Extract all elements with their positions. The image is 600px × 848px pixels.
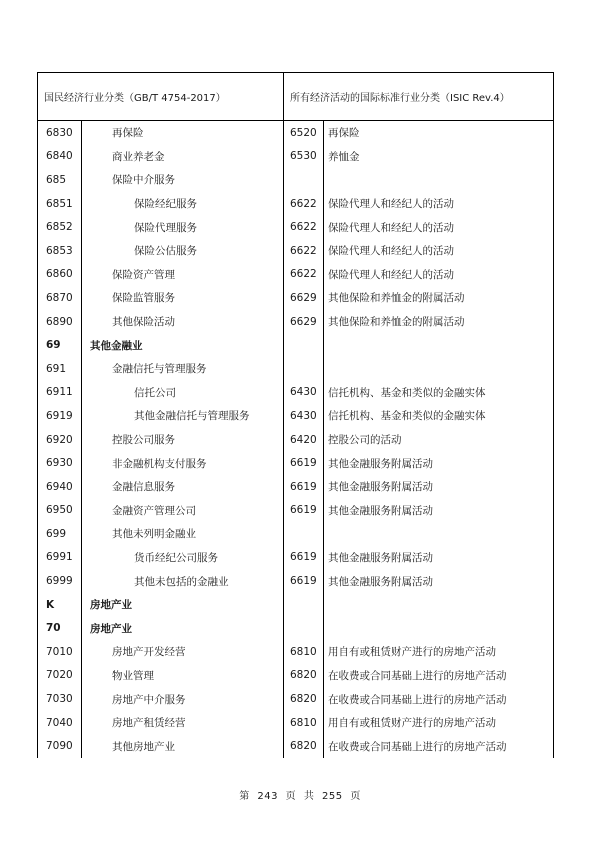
isic-desc-cell: 保险代理人和经纪人的活动 (324, 239, 554, 263)
isic-desc-cell: 再保险 (324, 121, 554, 145)
isic-code-cell (284, 333, 324, 357)
isic-desc-cell: 保险代理人和经纪人的活动 (324, 192, 554, 216)
gb-code-cell: 6919 (38, 404, 82, 428)
gb-name-cell (82, 381, 284, 405)
table-row (38, 664, 554, 688)
gb-name-text: 保险监管服务 (112, 292, 175, 305)
table-row (38, 286, 554, 310)
isic-code-cell (284, 616, 324, 640)
isic-code-cell: 6622 (290, 268, 317, 281)
isic-code-cell (284, 593, 324, 617)
gb-code-cell: 6940 (38, 475, 82, 499)
gb-code-cell: 6852 (38, 215, 82, 239)
gb-name-cell (82, 192, 284, 216)
isic-code-cell: 6520 (290, 126, 317, 139)
gb-name-text: 其他未包括的金融业 (134, 575, 229, 588)
gb-name-cell (82, 475, 284, 499)
footer-page-number: 243 (257, 791, 278, 802)
isic-code-cell: 6622 (290, 197, 317, 210)
gb-code-cell: 685 (38, 168, 82, 192)
table-row (38, 475, 554, 499)
footer-total-pages: 255 (322, 791, 343, 802)
gb-code-cell: 6991 (38, 546, 82, 570)
gb-name-cell (82, 145, 284, 169)
gb-name-cell (82, 286, 284, 310)
gb-name-text: 房地产租赁经营 (112, 717, 186, 730)
gb-name-text: 物业管理 (112, 669, 154, 682)
table-row (38, 569, 554, 593)
table-row (38, 546, 554, 570)
table-row (38, 404, 554, 428)
gb-code-cell: 6930 (38, 451, 82, 475)
isic-code-cell: 6629 (290, 291, 317, 304)
gb-code-cell: 7020 (38, 664, 82, 688)
isic-code-cell: 6622 (290, 244, 317, 257)
gb-name-text: 金融信托与管理服务 (112, 363, 207, 376)
table-row (38, 616, 554, 640)
gb-name-cell (82, 522, 284, 546)
gb-code-cell: 699 (38, 522, 82, 546)
gb-name-text: 商业养老金 (112, 150, 165, 163)
isic-desc-cell: 其他保险和养恤金的附属活动 (324, 310, 554, 334)
table-row (38, 499, 554, 523)
isic-code-cell: 6629 (290, 315, 317, 328)
isic-desc-cell: 信托机构、基金和类似的金融实体 (324, 381, 554, 405)
table-row (38, 593, 554, 617)
page-footer (0, 787, 600, 802)
gb-name-cell (82, 616, 284, 640)
isic-desc-cell (324, 593, 554, 617)
isic-desc-cell: 在收费或合同基础上进行的房地产活动 (324, 734, 554, 758)
gb-code-cell: 6911 (38, 381, 82, 405)
table-header-row (38, 73, 554, 121)
isic-desc-cell (324, 357, 554, 381)
isic-code-cell: 6820 (290, 740, 317, 753)
gb-name-text: 再保险 (112, 127, 144, 140)
isic-desc-cell: 其他金融服务附属活动 (324, 499, 554, 523)
isic-code-cell: 6530 (290, 150, 317, 163)
isic-code-cell: 6810 (290, 645, 317, 658)
gb-code-cell: 6950 (38, 499, 82, 523)
gb-name-text: 金融信息服务 (112, 481, 175, 494)
table-row (38, 263, 554, 287)
gb-name-text: 保险经纪服务 (134, 198, 197, 211)
gb-name-text: 房地产业 (90, 622, 132, 635)
isic-desc-cell: 控股公司的活动 (324, 428, 554, 452)
table-row (38, 381, 554, 405)
gb-name-cell (82, 593, 284, 617)
isic-desc-cell: 用自有或租赁财产进行的房地产活动 (324, 711, 554, 735)
isic-desc-cell: 用自有或租赁财产进行的房地产活动 (324, 640, 554, 664)
isic-code-cell (284, 522, 324, 546)
isic-desc-cell: 信托机构、基金和类似的金融实体 (324, 404, 554, 428)
gb-code-cell: 6853 (38, 239, 82, 263)
gb-name-text: 金融资产管理公司 (112, 504, 196, 517)
gb-name-text: 保险资产管理 (112, 268, 175, 281)
gb-name-text: 保险代理服务 (134, 221, 197, 234)
gb-name-cell (82, 121, 284, 145)
footer-total-label: 共 (303, 791, 315, 802)
gb-code-cell: 70 (38, 616, 82, 640)
isic-code-cell: 6820 (290, 693, 317, 706)
table-row (38, 239, 554, 263)
table-row (38, 168, 554, 192)
isic-code-cell (284, 168, 324, 192)
table-row (38, 121, 554, 145)
table-row (38, 215, 554, 239)
isic-desc-cell: 保险代理人和经纪人的活动 (324, 215, 554, 239)
gb-name-cell (82, 404, 284, 428)
isic-desc-cell: 在收费或合同基础上进行的房地产活动 (324, 664, 554, 688)
isic-desc-cell: 其他金融服务附属活动 (324, 546, 554, 570)
gb-name-cell (82, 451, 284, 475)
footer-suffix: 页 (350, 791, 361, 802)
gb-name-text: 房地产业 (90, 599, 132, 612)
gb-name-text: 非金融机构支付服务 (112, 457, 207, 470)
gb-name-text: 其他房地产业 (112, 740, 175, 753)
isic-desc-cell: 保险代理人和经纪人的活动 (324, 263, 554, 287)
gb-code-cell: 6870 (38, 286, 82, 310)
table-row (38, 451, 554, 475)
gb-name-text: 货币经纪公司服务 (134, 551, 218, 564)
gb-name-text: 控股公司服务 (112, 434, 175, 447)
header-gb-classification: 国民经济行业分类（GB/T 4754-2017） (38, 73, 284, 121)
gb-name-text: 保险公估服务 (134, 245, 197, 258)
gb-code-cell: 7040 (38, 711, 82, 735)
gb-code-cell: 69 (38, 333, 82, 357)
gb-name-cell (82, 664, 284, 688)
gb-name-text: 信托公司 (134, 386, 176, 399)
gb-name-text: 房地产开发经营 (112, 646, 186, 659)
table-row (38, 145, 554, 169)
gb-name-cell (82, 333, 284, 357)
isic-desc-cell: 其他保险和养恤金的附属活动 (324, 286, 554, 310)
gb-code-cell: 6920 (38, 428, 82, 452)
isic-code-cell: 6430 (290, 409, 317, 422)
gb-code-cell: 7030 (38, 687, 82, 711)
isic-code-cell: 6619 (290, 457, 317, 470)
gb-name-cell (82, 215, 284, 239)
isic-desc-cell (324, 522, 554, 546)
gb-name-cell (82, 734, 284, 758)
isic-code-cell: 6619 (290, 480, 317, 493)
header-isic-classification: 所有经济活动的国际标准行业分类（ISIC Rev.4） (284, 73, 554, 121)
isic-code-cell: 6619 (290, 504, 317, 517)
isic-desc-cell: 其他金融服务附属活动 (324, 451, 554, 475)
gb-code-cell: 7010 (38, 640, 82, 664)
table-row (38, 640, 554, 664)
gb-name-cell (82, 239, 284, 263)
isic-code-cell: 6622 (290, 221, 317, 234)
isic-desc-cell: 其他金融服务附属活动 (324, 475, 554, 499)
table-row (38, 711, 554, 735)
table-row (38, 192, 554, 216)
isic-code-cell: 6810 (290, 716, 317, 729)
table-row (38, 734, 554, 758)
gb-name-text: 其他保险活动 (112, 316, 175, 329)
gb-name-cell (82, 711, 284, 735)
gb-name-cell (82, 546, 284, 570)
gb-name-cell (82, 357, 284, 381)
footer-prefix: 第 (239, 791, 250, 802)
gb-name-cell (82, 569, 284, 593)
table-row (38, 333, 554, 357)
gb-name-cell (82, 499, 284, 523)
gb-name-cell (82, 310, 284, 334)
gb-code-cell: 6860 (38, 263, 82, 287)
gb-name-text: 保险中介服务 (112, 174, 175, 187)
gb-code-cell: 7090 (38, 734, 82, 758)
isic-desc-cell (324, 616, 554, 640)
isic-code-cell: 6430 (290, 386, 317, 399)
classification-table (37, 72, 554, 758)
isic-desc-cell: 在收费或合同基础上进行的房地产活动 (324, 687, 554, 711)
table-body (38, 121, 554, 759)
gb-code-cell: 6851 (38, 192, 82, 216)
isic-code-cell: 6619 (290, 551, 317, 564)
isic-desc-cell: 其他金融服务附属活动 (324, 569, 554, 593)
table-row (38, 357, 554, 381)
gb-name-cell (82, 168, 284, 192)
footer-page-label: 页 (285, 791, 297, 802)
table-row (38, 687, 554, 711)
table-row (38, 522, 554, 546)
gb-name-text: 其他金融业 (90, 339, 143, 352)
isic-code-cell: 6820 (290, 669, 317, 682)
gb-code-cell: 6890 (38, 310, 82, 334)
table-row (38, 310, 554, 334)
isic-desc-cell (324, 333, 554, 357)
isic-code-cell (284, 357, 324, 381)
gb-code-cell: 6840 (38, 145, 82, 169)
gb-code-cell: 6830 (38, 121, 82, 145)
gb-code-cell: K (38, 593, 82, 617)
gb-name-text: 其他未列明金融业 (112, 528, 196, 541)
isic-desc-cell: 养恤金 (324, 145, 554, 169)
gb-name-cell (82, 640, 284, 664)
gb-name-cell (82, 263, 284, 287)
gb-name-text: 其他金融信托与管理服务 (134, 410, 250, 423)
gb-name-text: 房地产中介服务 (112, 693, 186, 706)
gb-code-cell: 6999 (38, 569, 82, 593)
gb-name-cell (82, 428, 284, 452)
table-row (38, 428, 554, 452)
gb-code-cell: 691 (38, 357, 82, 381)
isic-desc-cell (324, 168, 554, 192)
isic-code-cell: 6420 (290, 433, 317, 446)
isic-code-cell: 6619 (290, 575, 317, 588)
gb-name-cell (82, 687, 284, 711)
